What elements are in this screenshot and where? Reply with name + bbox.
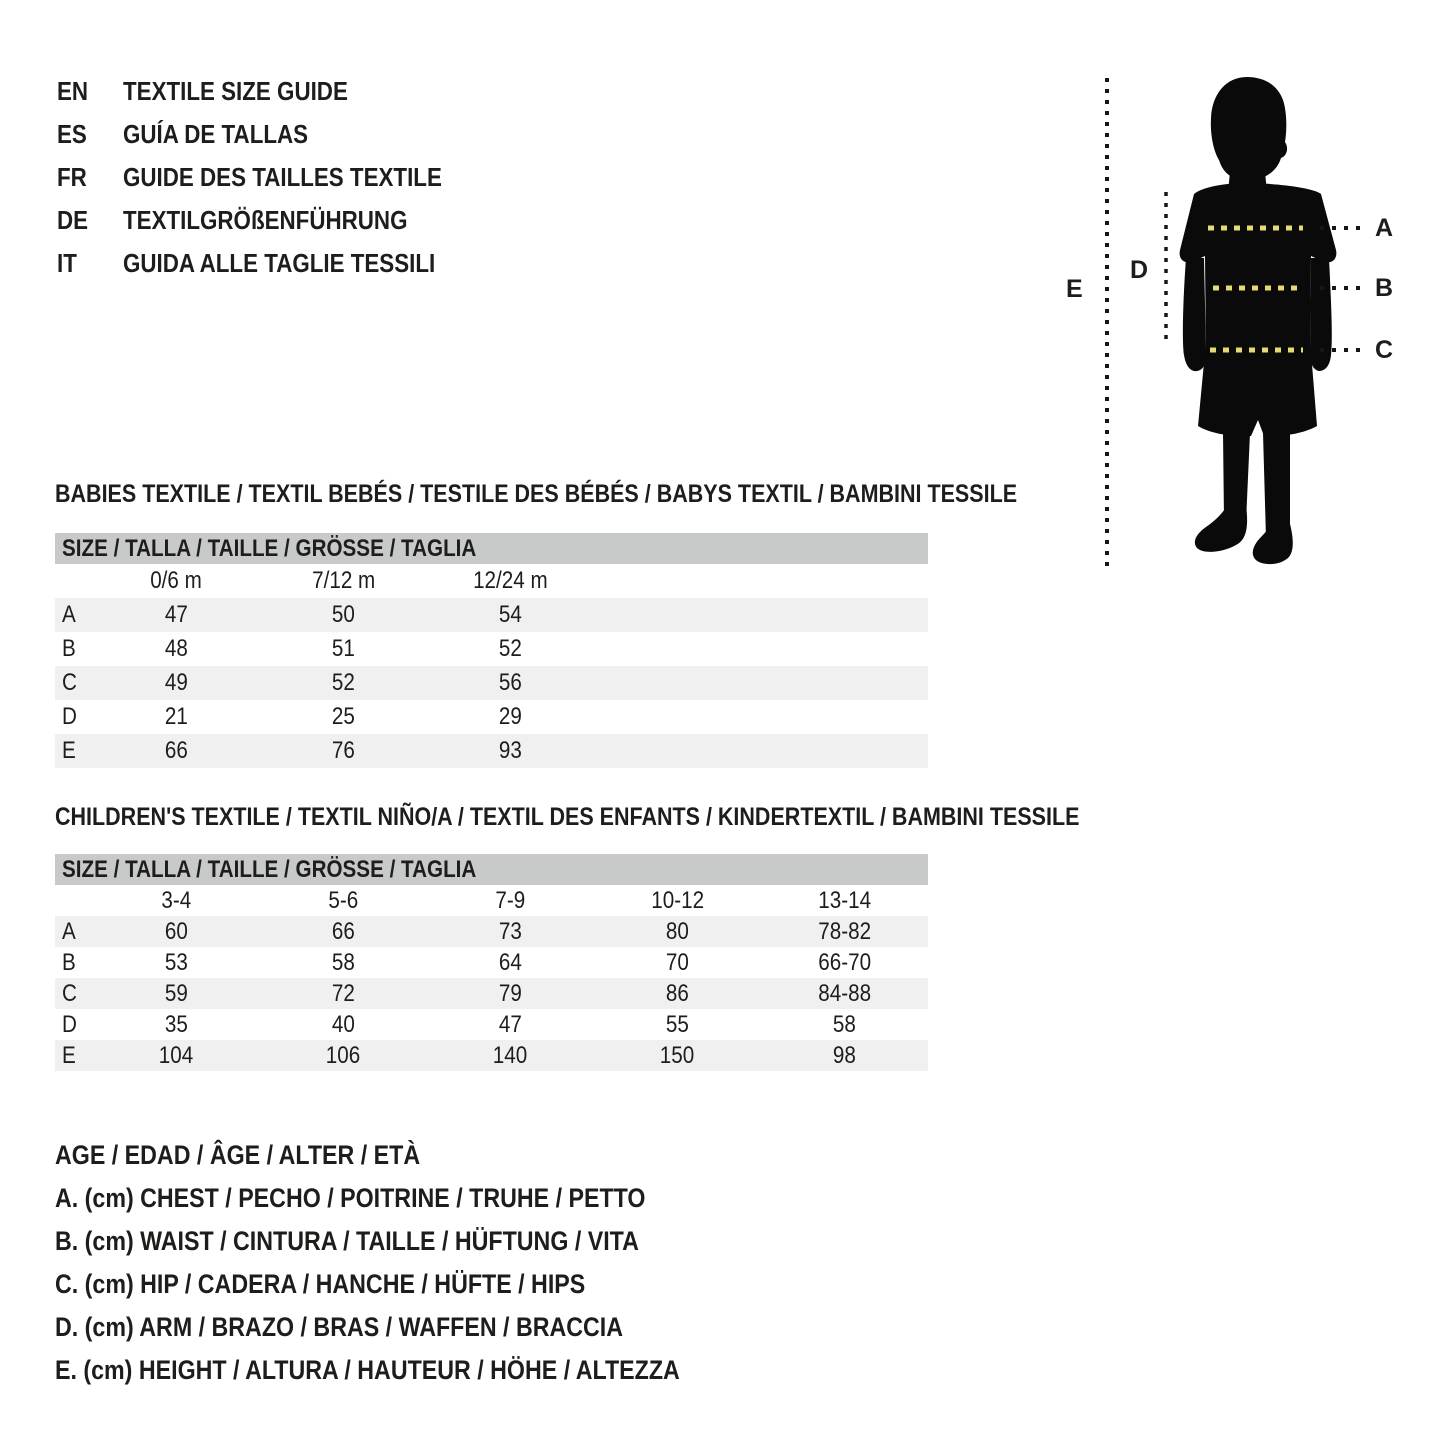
silhouette-right-leg — [1263, 432, 1290, 540]
table-row — [55, 734, 928, 768]
table-cell: 47 — [165, 601, 188, 628]
measurement-legend — [55, 1134, 781, 1392]
babies-section-title: BABIES TEXTILE / TEXTIL BEBÉS / TESTILE DES BÉBÉS / BABYS TEXTIL / BAMBINI TESSILE — [55, 480, 1018, 508]
row-label: C — [62, 979, 77, 1007]
table-cell: 47 — [499, 1010, 522, 1038]
babies-size-table — [55, 533, 928, 768]
table-cell: 66 — [332, 917, 355, 945]
table-cell: 84-88 — [818, 979, 871, 1007]
table-cell: 70 — [666, 948, 689, 976]
babies-columns-row — [55, 564, 928, 598]
table-cell: 56 — [499, 669, 522, 696]
legend-line-arm: D. (cm) ARM / BRAZO / BRAS / WAFFEN / BRACCIA — [55, 1312, 624, 1342]
lang-code-de: DE — [57, 205, 89, 235]
table-cell: 60 — [165, 917, 188, 945]
table-cell: 52 — [499, 635, 522, 662]
row-label: E — [62, 1041, 76, 1069]
lang-code-en: EN — [57, 76, 89, 106]
row-label: C — [62, 669, 77, 696]
table-cell: 58 — [833, 1010, 856, 1038]
table-cell: 55 — [666, 1010, 689, 1038]
table-row — [55, 598, 928, 632]
table-cell: 35 — [165, 1010, 188, 1038]
table-cell: 52 — [332, 669, 355, 696]
children-section-title: CHILDREN'S TEXTILE / TEXTIL NIÑO/A / TEXTIL DES ENFANTS / KINDERTEXTIL / BAMBINI TESSILE — [55, 803, 1080, 831]
silhouette-head — [1211, 77, 1287, 179]
arm-line-label: D — [1130, 256, 1149, 284]
table-cell: 104 — [159, 1041, 194, 1069]
table-cell: 73 — [499, 917, 522, 945]
children-col-4: 13-14 — [818, 886, 871, 914]
row-label: B — [62, 948, 76, 976]
lang-row-en — [57, 70, 494, 113]
lang-row-de — [57, 199, 494, 242]
height-line-label: E — [1066, 275, 1083, 303]
children-col-1: 5-6 — [328, 886, 359, 914]
babies-col-2: 12/24 m — [473, 567, 548, 594]
table-row — [55, 916, 928, 947]
waist-line-label: B — [1375, 274, 1394, 302]
lang-code-fr: FR — [57, 162, 87, 192]
row-label: A — [62, 601, 76, 628]
row-label: B — [62, 635, 76, 662]
silhouette-right-shoe — [1253, 524, 1293, 564]
children-col-2: 7-9 — [495, 886, 526, 914]
table-cell: 106 — [326, 1041, 361, 1069]
row-label: A — [62, 917, 76, 945]
table-row — [55, 1040, 928, 1071]
table-cell: 79 — [499, 979, 522, 1007]
table-cell: 40 — [332, 1010, 355, 1038]
row-label: E — [62, 737, 76, 764]
table-row — [55, 700, 928, 734]
table-cell: 58 — [332, 948, 355, 976]
table-row — [55, 632, 928, 666]
lang-title-it: GUIDA ALLE TAGLIE TESSILI — [123, 248, 436, 278]
children-col-0: 3-4 — [161, 886, 192, 914]
table-cell: 50 — [332, 601, 355, 628]
table-cell: 49 — [165, 669, 188, 696]
babies-col-1: 7/12 m — [311, 567, 376, 594]
silhouette-right-arm — [1310, 258, 1332, 371]
table-row — [55, 978, 928, 1009]
row-label: D — [62, 1010, 77, 1038]
table-cell: 66 — [165, 737, 188, 764]
lang-title-es: GUÍA DE TALLAS — [123, 119, 309, 149]
table-cell: 48 — [165, 635, 188, 662]
lang-code-it: IT — [57, 248, 77, 278]
lang-code-es: ES — [57, 119, 87, 149]
table-cell: 66-70 — [818, 948, 871, 976]
table-cell: 98 — [833, 1041, 856, 1069]
table-cell: 29 — [499, 703, 522, 730]
table-cell: 54 — [499, 601, 522, 628]
babies-size-header: SIZE / TALLA / TAILLE / GRÖSSE / TAGLIA — [62, 534, 477, 562]
hip-line-label: C — [1375, 336, 1394, 364]
table-cell: 80 — [666, 917, 689, 945]
table-cell: 72 — [332, 979, 355, 1007]
lang-row-fr — [57, 156, 494, 199]
table-cell: 64 — [499, 948, 522, 976]
silhouette-shorts — [1198, 352, 1317, 436]
table-cell: 51 — [332, 635, 355, 662]
table-row — [55, 1009, 928, 1040]
table-cell: 21 — [165, 703, 188, 730]
table-cell: 150 — [660, 1041, 695, 1069]
legend-line-chest: A. (cm) CHEST / PECHO / POITRINE / TRUHE / PETTO — [55, 1183, 646, 1213]
table-cell: 78-82 — [818, 917, 871, 945]
babies-col-0: 0/6 m — [150, 567, 203, 594]
legend-line-waist: B. (cm) WAIST / CINTURA / TAILLE / HÜFTUNG / VITA — [55, 1226, 639, 1256]
table-cell: 140 — [493, 1041, 528, 1069]
language-title-block — [57, 70, 494, 285]
lang-row-es — [57, 113, 494, 156]
legend-line-hip: C. (cm) HIP / CADERA / HANCHE / HÜFTE / HIPS — [55, 1269, 586, 1299]
table-cell: 59 — [165, 979, 188, 1007]
children-col-3: 10-12 — [651, 886, 704, 914]
legend-line-age: AGE / EDAD / ÂGE / ALTER / ETÀ — [55, 1140, 421, 1170]
lang-title-fr: GUIDE DES TAILLES TEXTILE — [123, 162, 442, 192]
table-cell: 93 — [499, 737, 522, 764]
table-row — [55, 666, 928, 700]
table-cell: 53 — [165, 948, 188, 976]
children-size-table — [55, 854, 928, 1071]
table-cell: 86 — [666, 979, 689, 1007]
table-row — [55, 947, 928, 978]
children-size-header: SIZE / TALLA / TAILLE / GRÖSSE / TAGLIA — [62, 855, 477, 883]
table-cell: 25 — [332, 703, 355, 730]
lang-title-en: TEXTILE SIZE GUIDE — [123, 76, 348, 106]
legend-line-height: E. (cm) HEIGHT / ALTURA / HAUTEUR / HÖHE / ALTEZZA — [55, 1355, 680, 1385]
row-label: D — [62, 703, 77, 730]
lang-title-de: TEXTILGRÖßENFÜHRUNG — [123, 205, 408, 235]
silhouette-left-arm — [1183, 258, 1206, 371]
child-silhouette — [1180, 77, 1337, 564]
chest-line-label: A — [1375, 214, 1394, 242]
children-columns-row — [55, 885, 928, 916]
lang-row-it — [57, 242, 494, 285]
silhouette-left-shoe — [1195, 505, 1247, 552]
child-measurement-figure — [1040, 50, 1445, 590]
table-cell: 76 — [332, 737, 355, 764]
